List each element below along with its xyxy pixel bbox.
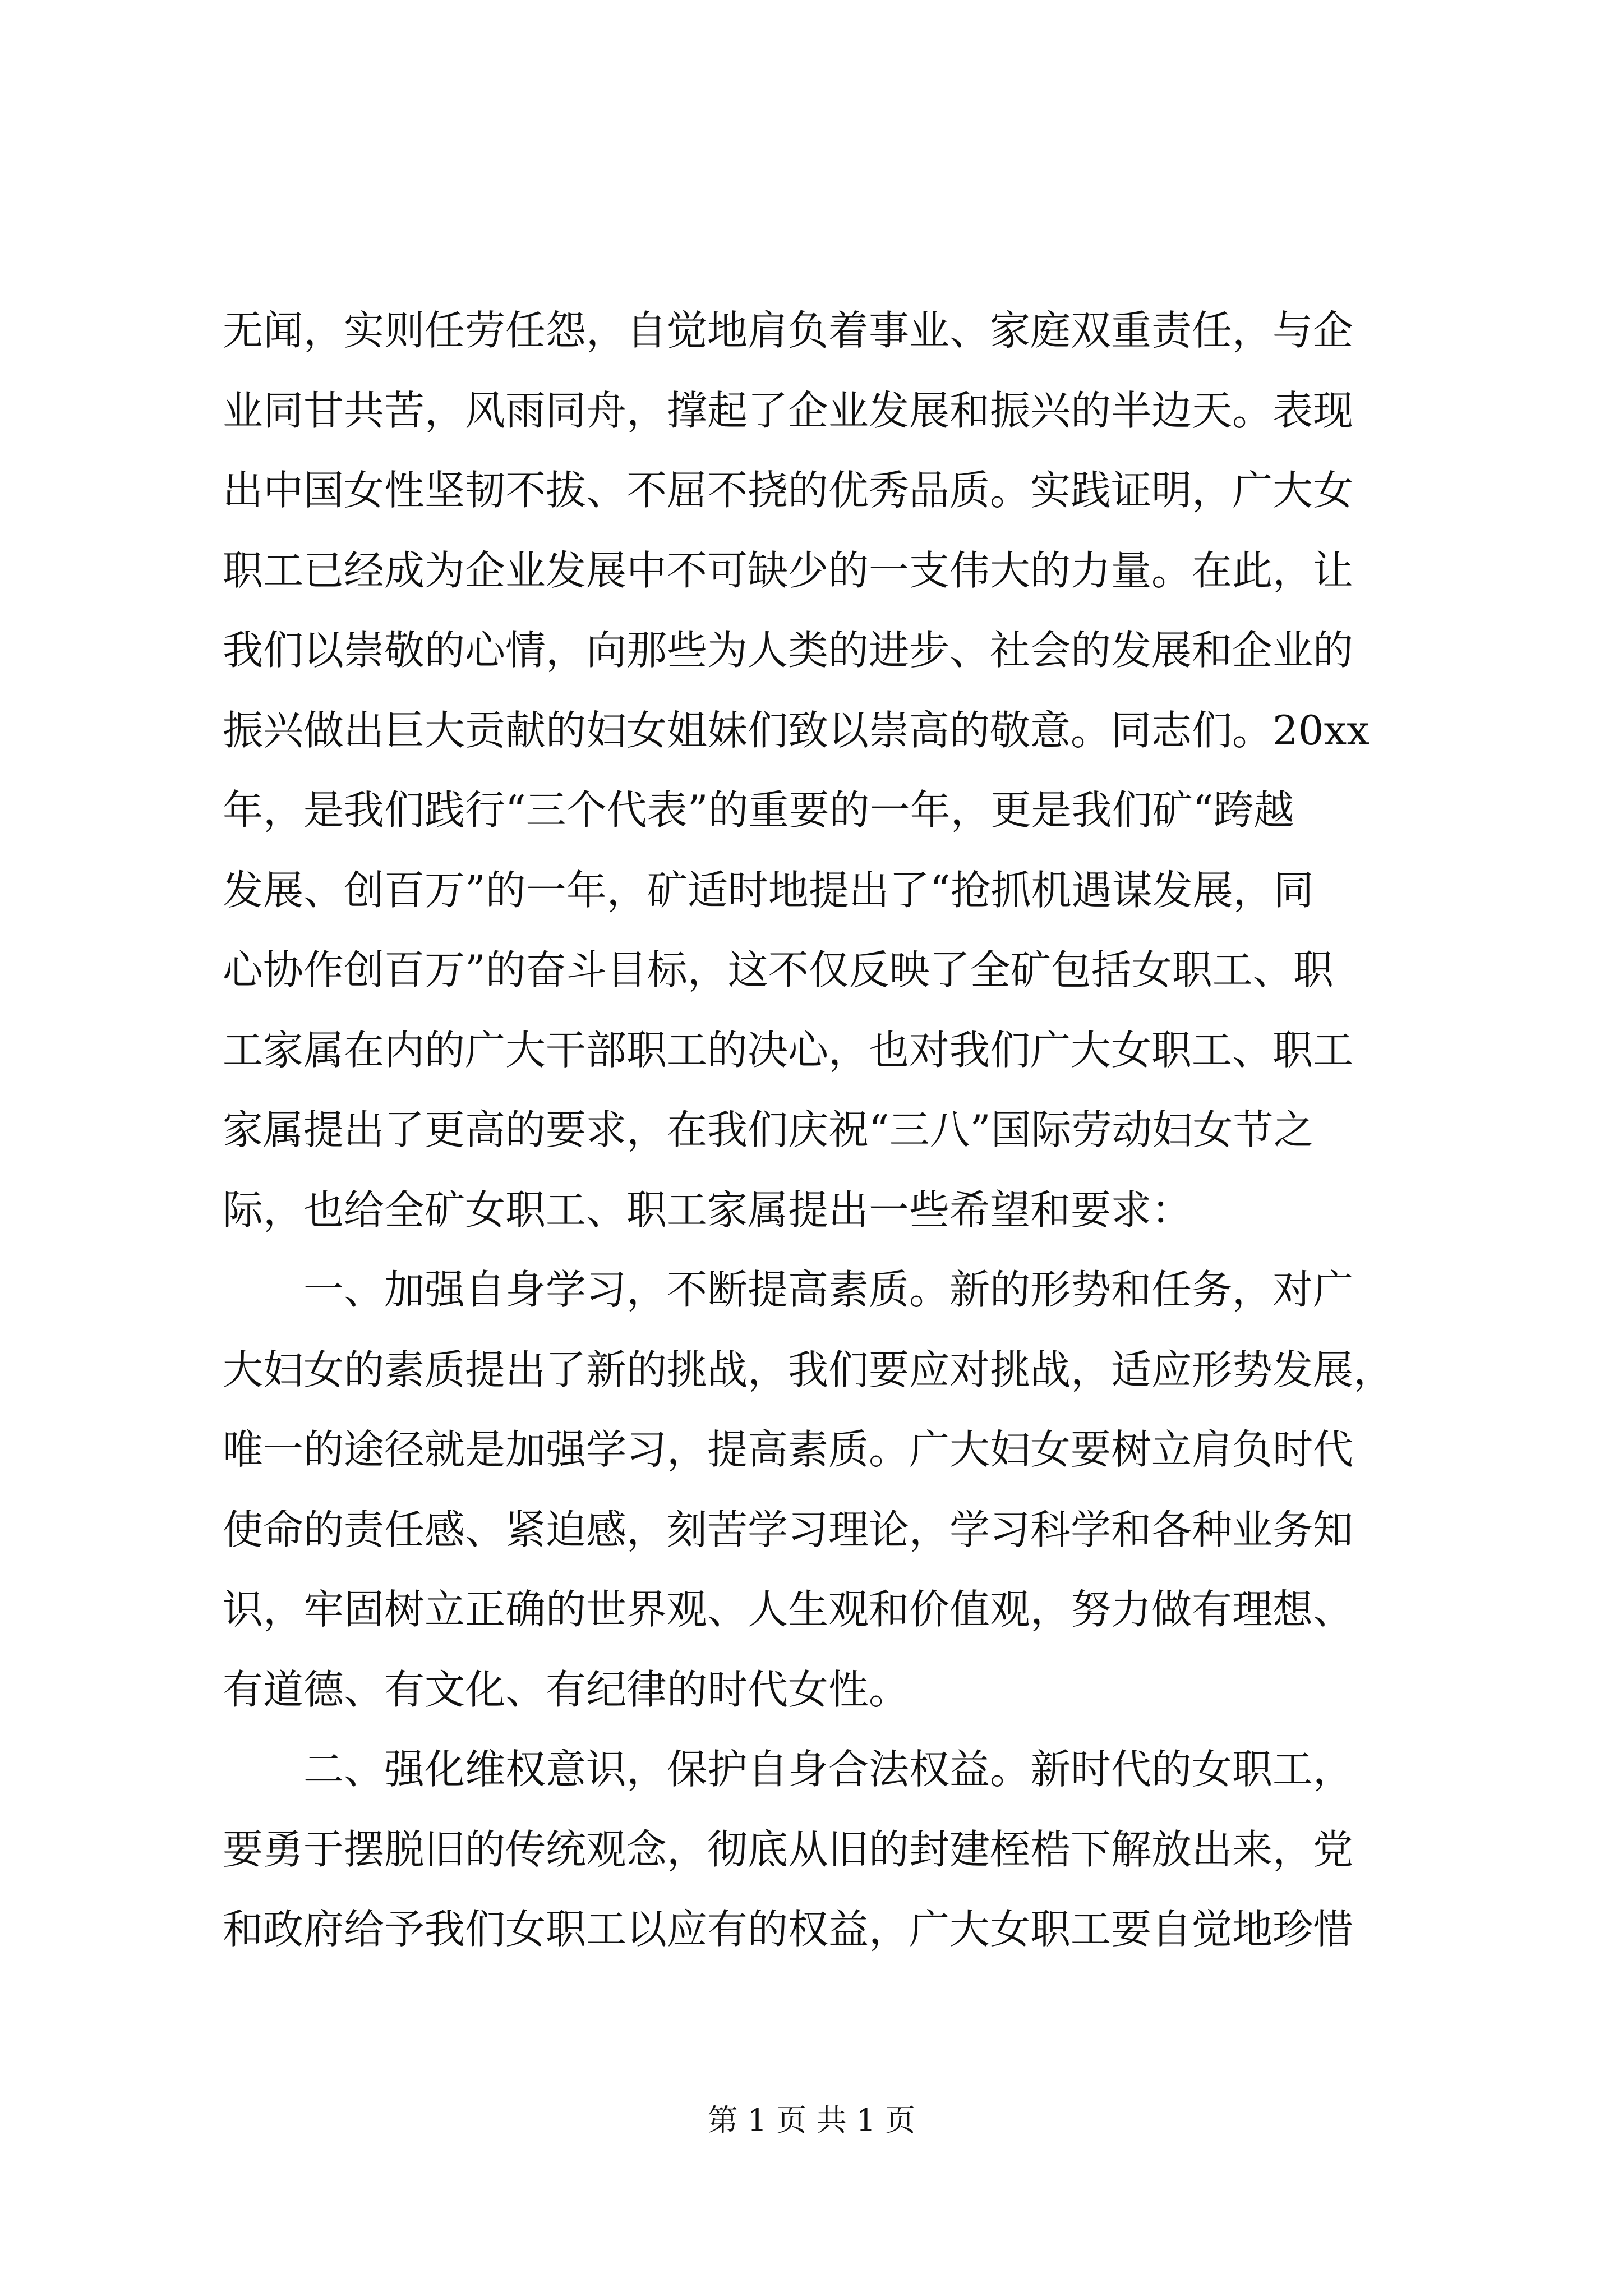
text-line: 大妇女的素质提出了新的挑战，我们要应对挑战，适应形势发展， — [223, 1346, 1394, 1393]
text-line: 心协作创百万”的奋斗目标，这不仅反映了全矿包括女职工、职 — [223, 946, 1334, 993]
text-line: 我们以崇敬的心情，向那些为人类的进步、社会的发展和企业的 — [223, 627, 1354, 674]
text-line: 年，是我们践行“三个代表”的重要的一年，更是我们矿“跨越 — [223, 786, 1294, 834]
text-line: 家属提出了更高的要求，在我们庆祝“三八”国际劳动妇女节之 — [223, 1106, 1314, 1153]
text-line: 和政府给予我们女职工以应有的权益，广大女职工要自觉地珍惜 — [223, 1906, 1354, 1953]
text-line: 出中国女性坚韧不拔、不屈不挠的优秀品质。实践证明，广大女 — [223, 467, 1354, 514]
text-line: 业同甘共苦，风雨同舟，撑起了企业发展和振兴的半边天。表现 — [223, 386, 1354, 434]
text-line: 唯一的途径就是加强学习，提高素质。广大妇女要树立肩负时代 — [223, 1426, 1354, 1473]
text-line: 识，牢固树立正确的世界观、人生观和价值观，努力做有理想、 — [223, 1586, 1354, 1633]
text-line: 一、加强自身学习，不断提高素质。新的形势和任务，对广 — [223, 1266, 1354, 1313]
text-line: 职工已经成为企业发展中不可缺少的一支伟大的力量。在此，让 — [223, 546, 1354, 594]
text-line: 无闻，实则任劳任怨，自觉地肩负着事业、家庭双重责任，与企 — [223, 307, 1354, 354]
text-line: 要勇于摆脱旧的传统观念，彻底从旧的封建桎梏下解放出来，党 — [223, 1825, 1354, 1873]
text-line: 际，也给全矿女职工、职工家属提出一些希望和要求： — [223, 1186, 1192, 1234]
text-line: 使命的责任感、紧迫感，刻苦学习理论，学习科学和各种业务知 — [223, 1506, 1354, 1553]
page-number-footer: 第 1 页 共 1 页 — [707, 2102, 916, 2138]
text-line: 有道德、有文化、有纪律的时代女性。 — [223, 1665, 910, 1713]
text-line: 振兴做出巨大贡献的妇女姐妹们致以崇高的敬意。同志们。20xx — [223, 706, 1370, 754]
document-body — [223, 291, 1400, 1970]
text-line: 工家属在内的广大干部职工的决心，也对我们广大女职工、职工 — [223, 1026, 1354, 1074]
text-line: 发展、创百万”的一年，矿适时地提出了“抢抓机遇谋发展，同 — [223, 866, 1314, 914]
text-line: 二、强化维权意识，保护自身合法权益。新时代的女职工， — [223, 1746, 1354, 1793]
